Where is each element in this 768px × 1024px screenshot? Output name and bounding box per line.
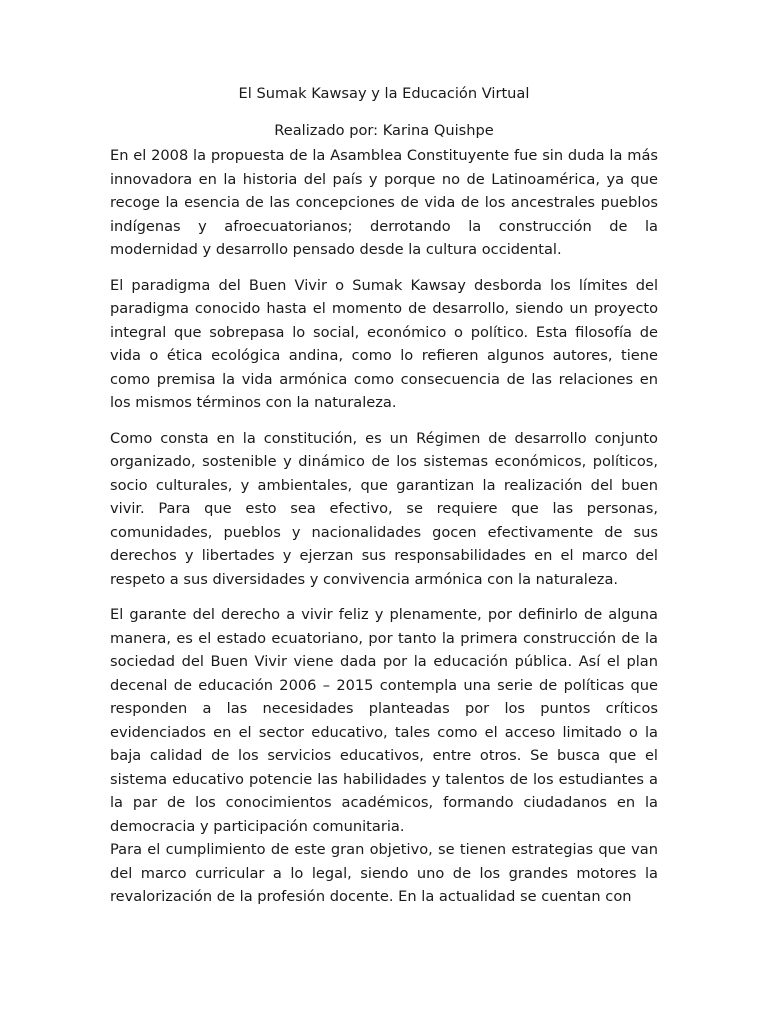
- document-title: El Sumak Kawsay y la Educación Virtual: [238, 85, 530, 102]
- paragraph-2: El paradigma del Buen Vivir o Sumak Kawsay desborda los límites del paradigma conocido hasta el momento de desarrollo, siendo un proyecto integral que sobrepasa lo social, económico o político. Esta filosofía de vida o ética ecológica andina, como lo refieren algunos autores, tiene como premisa la vida armónica como consecuencia de las relaciones en los mismos términos con la naturaleza.: [110, 276, 658, 411]
- paragraph-5: Para el cumplimiento de este gran objetivo, se tienen estrategias que van del marco curricular a lo legal, siendo uno de los grandes motores la revalorización de la profesión docente. En la actualidad se cuentan con: [110, 841, 658, 905]
- paragraph-3: Como consta en la constitución, es un Régimen de desarrollo conjunto organizado, sostenible y dinámico de los sistemas económicos, políticos, socio culturales, y ambientales, que garantizan la realización del buen vivir. Para que esto sea efectivo, se requiere que las personas, comunidades, pueblos y nacionalidades gocen efectivamente de sus derechos y libertades y ejerzan sus responsabilidades en el marco del respeto a sus diversidades y convivencia armónica con la naturaleza.: [110, 429, 658, 588]
- paragraph-4: El garante del derecho a vivir feliz y plenamente, por definirlo de alguna manera, es el estado ecuatoriano, por tanto la primera construcción de la sociedad del Buen Vivir viene dada por la educación pública. Así el plan decenal de educación 2006 – 2015 contempla una serie de políticas que responden a las necesidades planteadas por los puntos críticos evidenciados en el sector educativo, tales como el acceso limitado o la baja calidad de los servicios educativos, entre otros. Se busca que el sistema educativo potencie las habilidades y talentos de los estudiantes a la par de los conocimientos académicos, formando ciudadanos en la democracia y participación comunitaria.: [110, 606, 658, 835]
- paragraph-1: En el 2008 la propuesta de la Asamblea Constituyente fue sin duda la más innovadora en la historia del país y porque no de Latinoamérica, ya que recoge la esencia de las concepciones de vida de los ancestrales pueblos indígenas y afroecuatorianos; derrotando la construcción de la modernidad y desarrollo pensado desde la cultura occidental.: [110, 147, 658, 258]
- document-body: [110, 82, 658, 921]
- document-author: Realizado por: Karina Quishpe: [274, 121, 494, 139]
